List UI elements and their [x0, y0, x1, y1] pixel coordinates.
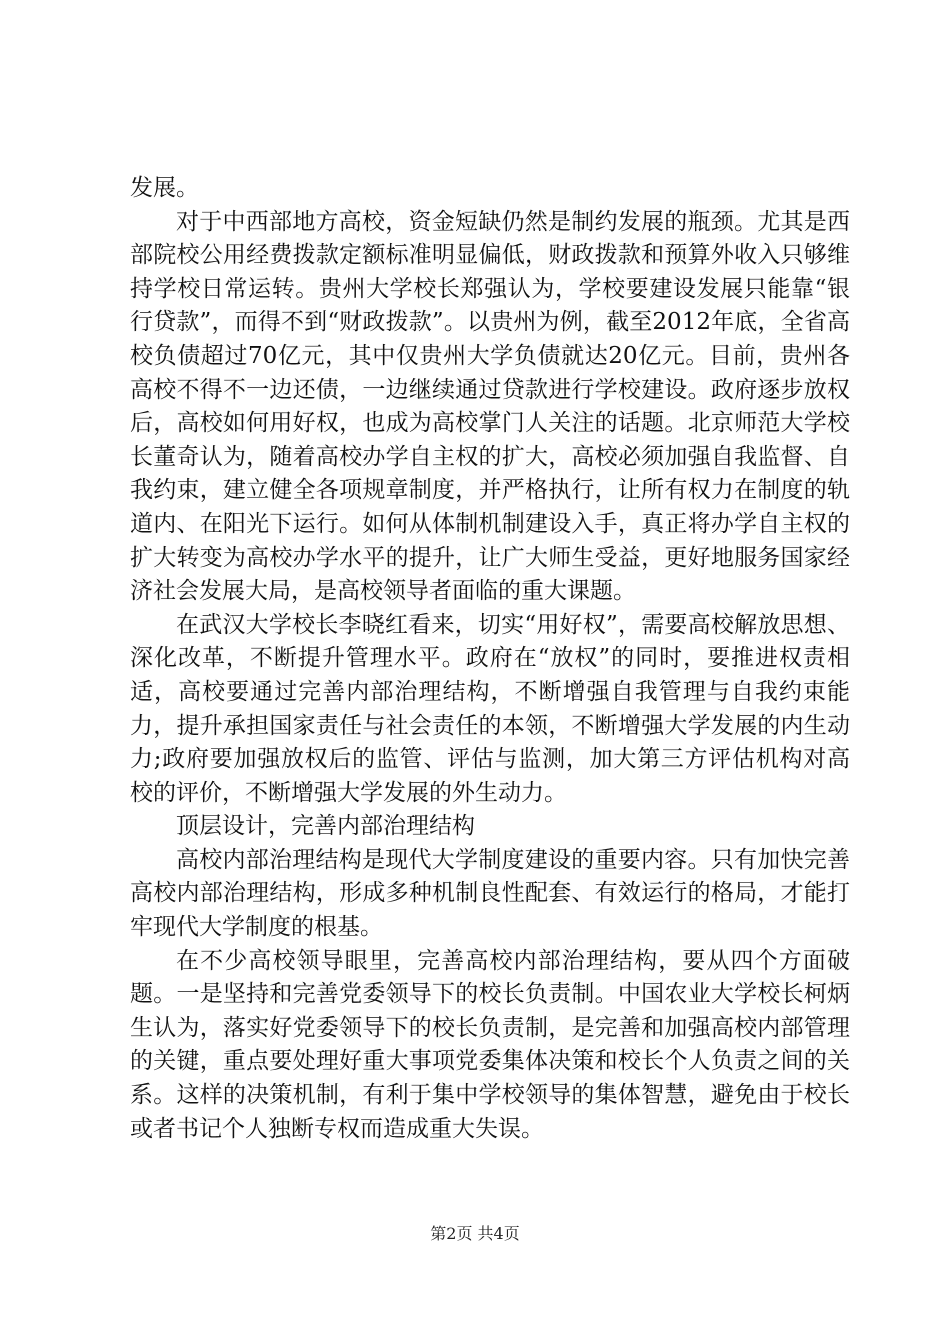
paragraph-continuation: 发展。	[130, 175, 199, 201]
paragraph-four-aspects: 在不少高校领导眼里，完善高校内部治理结构，要从四个方面破题。一是坚持和完善党委领导下的校长负责制。中国农业大学校长柯炳生认为，落实好党委领导下的校长负责制，是完善和加强高校内部管理的关键，重点要处理好重大事项党委集体决策和校长个人负责之间的关系。这样的决策机制，有利于集中学校领导的集体智慧，避免由于校长或者书记个人独断专权而造成重大失误。	[130, 947, 850, 1142]
page-number-label: 第2页 共4页	[430, 1224, 520, 1243]
section-heading: 顶层设计，完善内部治理结构	[176, 813, 475, 840]
paragraph-funding: 对于中西部地方高校，资金短缺仍然是制约发展的瓶颈。尤其是西部院校公用经费拨款定额标准明显偏低，财政拨款和预算外收入只够维持学校日常运转。贵州大学校长郑强认为，学校要建设发展只能靠“银行贷款”，而得不到“财政拨款”。以贵州为例，截至2012年底，全省高校负债超过70亿元，其中仅贵州大学负债就达20亿元。目前，贵州各高校不得不一边还债，一边继续通过贷款进行学校建设。政府逐步放权后，高校如何用好权，也成为高校掌门人关注的话题。北京师范大学校长董奇认为，随着高校办学自主权的扩大，高校必须加强自我监督、自我约束，建立健全各项规章制度，并严格执行，让所有权力在制度的轨道内、在阳光下运行。如何从体制机制建设入手，真正将办学自主权的扩大转变为高校办学水平的提升，让广大师生受益，更好地服务国家经济社会发展大局，是高校领导者面临的重大课题。	[130, 208, 850, 605]
paragraph-wuhan: 在武汉大学校长李晓红看来，切实“用好权”，需要高校解放思想、深化改革，不断提升管理水平。政府在“放权”的同时，要推进权责相适，高校要通过完善内部治理结构，不断增强自我管理与自我约束能力，提升承担国家责任与社会责任的本领，不断增强大学发展的内生动力;政府要加强放权后的监管、评估与监测，加大第三方评估机构对高校的评价，不断增强大学发展的外生动力。	[130, 611, 850, 806]
document-body	[130, 172, 850, 1146]
paragraph-governance: 高校内部治理结构是现代大学制度建设的重要内容。只有加快完善高校内部治理结构，形成多种机制良性配套、有效运行的格局，才能打牢现代大学制度的根基。	[130, 846, 850, 941]
page-footer	[0, 1224, 950, 1244]
